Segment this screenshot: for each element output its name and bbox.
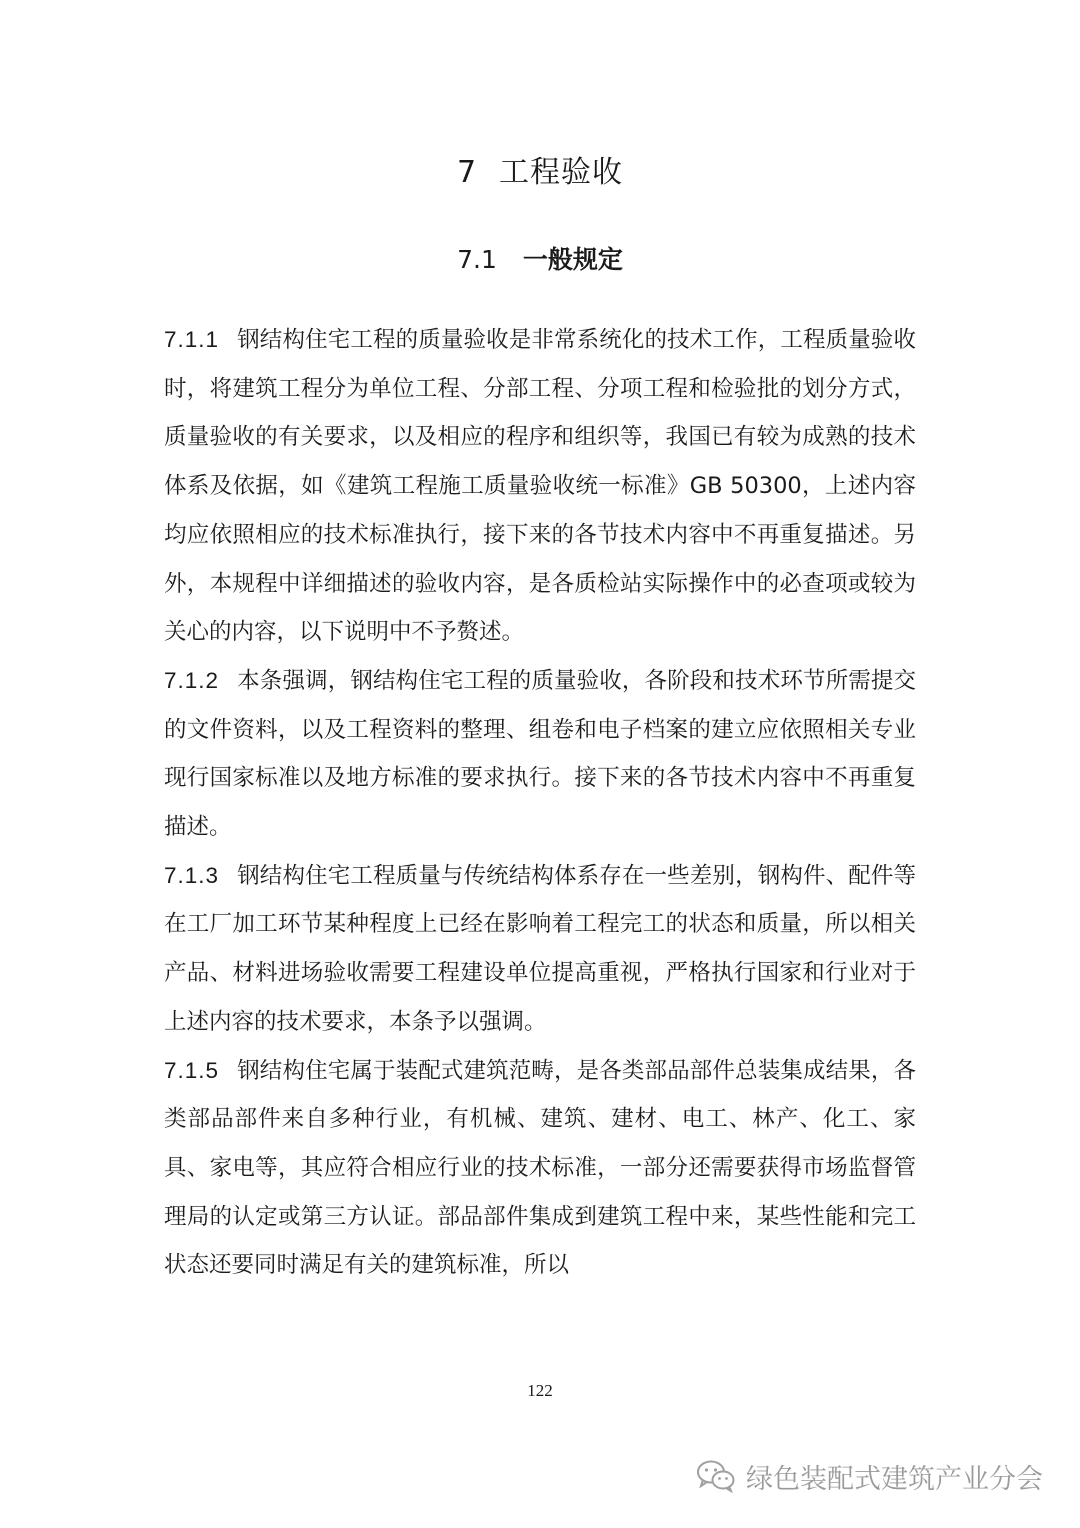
section-number: 7.1 (457, 245, 497, 274)
watermark (696, 1450, 1043, 1502)
chapter-number: 7 (456, 155, 478, 190)
clause-text: 本条强调，钢结构住宅工程的质量验收，各阶段和技术环节所需提交的文件资料，以及工程资料的整理、组卷和电子档案的建立应依照相关专业现行国家标准以及地方标准的要求执行。接下来的各节技术内容中不再重复描述。 (164, 667, 916, 841)
body-text (164, 316, 916, 1290)
section-title-text: 一般规定 (522, 245, 623, 274)
clause-number: 7.1.5 (164, 1057, 220, 1083)
page-number: 122 (527, 1381, 553, 1400)
clause-number: 7.1.3 (164, 862, 220, 888)
clause-7-1-2 (164, 657, 916, 852)
clause-text: 钢结构住宅工程质量与传统结构体系存在一些差别，钢构件、配件等在工厂加工环节某种程度上已经在影响着工程完工的状态和质量，所以相关产品、材料进场验收需要工程建设单位提高重视，严格执行国家和行业对于上述内容的技术要求，本条予以强调。 (164, 862, 916, 1035)
clause-number: 7.1.1 (164, 327, 220, 352)
chapter-title-text: 工程验收 (499, 155, 624, 190)
clause-7-1-1 (164, 316, 916, 657)
wechat-icon (696, 1459, 736, 1493)
clause-text: 钢结构住宅属于装配式建筑范畴，是各类部品部件总装集成结果，各类部品部件来自多种行业，有机械、建筑、建材、电工、林产、化工、家具、家电等，其应符合相应行业的技术标准，一部分还需要获得市场监督管理局的认定或第三方认证。部品部件集成到建筑工程中来，某些性能和完工状态还要同时满足有关的建筑标准，所以 (164, 1057, 916, 1279)
section-title (0, 240, 1080, 280)
clause-text: 钢结构住宅工程的质量验收是非常系统化的技术工作，工程质量验收时，将建筑工程分为单位工程、分部工程、分项工程和检验批的划分方式，质量验收的有关要求，以及相应的程序和组织等，我国已有较为成熟的技术体系及依据，如《建筑工程施工质量验收统一标准》GB 50300，上述内容均应依照相应的技术标准执行，接下来的各节技术内容中不再重复描述。另外，本规程中详细描述的验收内容，是各质检站实际操作中的必查项或较为关心的内容，以下说明中不予赘述。 (164, 327, 916, 646)
chapter-title (0, 150, 1080, 196)
clause-7-1-3 (164, 852, 916, 1047)
clause-7-1-5 (164, 1047, 916, 1291)
clause-number: 7.1.2 (164, 667, 220, 693)
watermark-text: 绿色装配式建筑产业分会 (746, 1463, 1043, 1495)
